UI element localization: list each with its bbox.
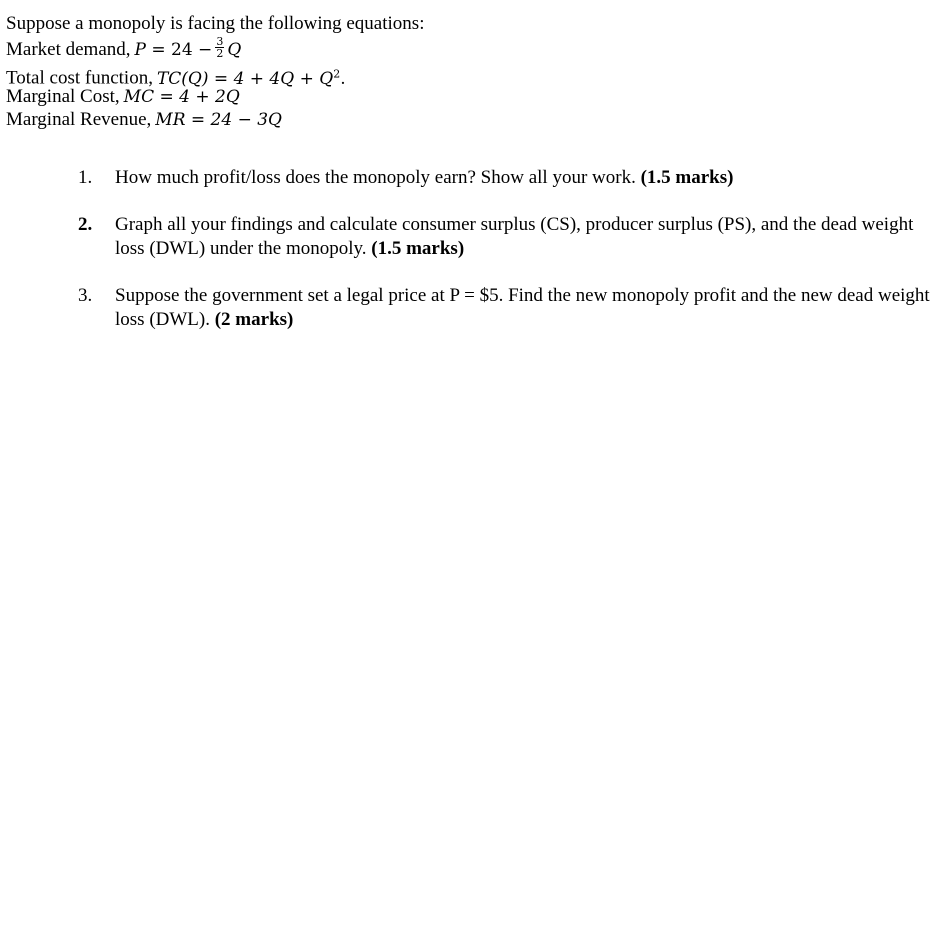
- question-2-text: Graph all your findings and calculate consumer surplus (CS), producer surplus (PS), and the dead weight loss (DWL) under the monopoly.: [115, 214, 914, 259]
- marginal-cost-lhs: MC: [123, 87, 155, 107]
- total-cost-rhs: = 4 + 4Q + Q: [208, 68, 334, 89]
- intro-heading: Suppose a monopoly is facing the following equations:: [6, 13, 425, 34]
- total-cost-line: [6, 62, 926, 89]
- total-cost-lhs: TC(Q): [156, 68, 209, 89]
- total-cost-exponent: 2: [333, 67, 341, 80]
- question-1-text: How much profit/loss does the monopoly earn? Show all your work.: [115, 167, 636, 188]
- question-2-marks: (1.5 marks): [371, 238, 465, 259]
- market-demand-line: [6, 35, 926, 62]
- demand-var: Q: [227, 40, 242, 60]
- marginal-cost-line: [6, 85, 926, 108]
- demand-fraction: [215, 36, 224, 59]
- fraction-numerator: 3: [216, 35, 224, 48]
- problem-intro: [6, 12, 926, 131]
- question-2-number: 2.: [78, 214, 93, 235]
- question-2: [0, 213, 942, 261]
- marginal-revenue-lhs: MR: [155, 110, 186, 130]
- question-1-number: 1.: [78, 167, 93, 188]
- demand-lhs: P: [134, 40, 146, 60]
- total-cost-tail: .: [340, 68, 346, 89]
- fraction-denominator: 2: [216, 47, 224, 60]
- marginal-revenue-rhs: = 24 − 3Q: [185, 110, 282, 130]
- question-1-marks: (1.5 marks): [640, 167, 734, 188]
- market-demand-label: Market demand,: [6, 39, 131, 60]
- question-list: [0, 166, 942, 355]
- marginal-revenue-label: Marginal Revenue,: [6, 109, 152, 130]
- question-3: [0, 284, 942, 332]
- marginal-cost-label: Marginal Cost,: [6, 86, 120, 107]
- question-3-marks: (2 marks): [214, 309, 294, 330]
- marginal-cost-rhs: = 4 + 2Q: [154, 87, 240, 107]
- marginal-revenue-line: [6, 108, 926, 131]
- question-1: [0, 166, 942, 190]
- demand-eq: = 24 −: [145, 40, 213, 60]
- market-demand-equation: [134, 35, 242, 60]
- question-3-text: Suppose the government set a legal price at P = $5. Find the new monopoly profit and the new dead weight loss (DWL).: [115, 285, 930, 330]
- question-3-number: 3.: [78, 285, 93, 306]
- total-cost-label: Total cost function,: [6, 67, 153, 89]
- marginal-revenue-equation: [155, 110, 282, 130]
- marginal-cost-equation: [124, 87, 240, 107]
